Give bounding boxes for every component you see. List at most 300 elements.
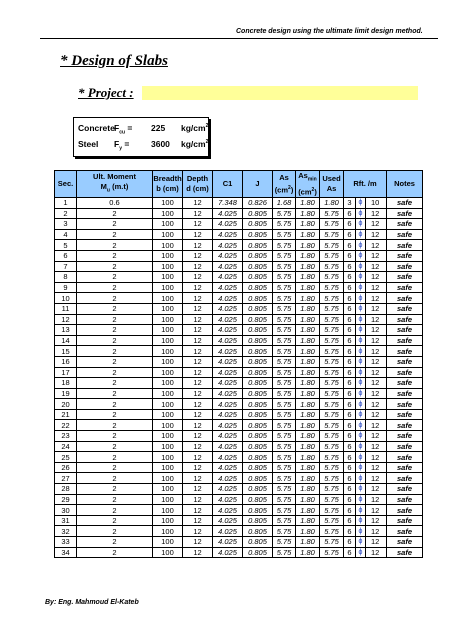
row-asmin: 1.80 — [296, 420, 320, 431]
table-row — [55, 346, 423, 357]
row-moment: 2 — [77, 229, 153, 240]
row-sec: 20 — [55, 399, 77, 410]
row-sec: 18 — [55, 378, 77, 389]
row-depth: 12 — [183, 293, 213, 304]
row-as: 5.75 — [273, 547, 296, 558]
row-used-as: 5.75 — [320, 250, 344, 261]
row-depth: 12 — [183, 515, 213, 526]
row-c1: 4.025 — [213, 378, 243, 389]
row-note: safe — [387, 282, 423, 293]
row-j: 0.805 — [243, 409, 273, 420]
row-as: 5.75 — [273, 356, 296, 367]
row-asmin: 1.80 — [296, 219, 320, 230]
row-used-as: 5.75 — [320, 208, 344, 219]
row-bar-count: 3 — [344, 198, 356, 209]
row-as: 5.75 — [273, 335, 296, 346]
row-used-as: 5.75 — [320, 452, 344, 463]
row-j: 0.826 — [243, 198, 273, 209]
table-row — [55, 547, 423, 558]
row-j: 0.805 — [243, 462, 273, 473]
row-breadth: 100 — [153, 240, 183, 251]
row-sec: 23 — [55, 431, 77, 442]
row-moment: 2 — [77, 462, 153, 473]
row-sec: 2 — [55, 208, 77, 219]
row-breadth: 100 — [153, 399, 183, 410]
row-j: 0.805 — [243, 452, 273, 463]
row-breadth: 100 — [153, 526, 183, 537]
row-used-as: 5.75 — [320, 526, 344, 537]
row-as: 5.75 — [273, 208, 296, 219]
row-as: 5.75 — [273, 473, 296, 484]
row-moment: 2 — [77, 261, 153, 272]
row-sec: 15 — [55, 346, 77, 357]
table-row — [55, 250, 423, 261]
row-c1: 7.348 — [213, 198, 243, 209]
row-phi-symbol: ϕ — [356, 325, 366, 336]
row-depth: 12 — [183, 431, 213, 442]
table-row — [55, 462, 423, 473]
row-phi-symbol: ϕ — [356, 335, 366, 346]
row-bar-diameter: 12 — [366, 346, 387, 357]
row-breadth: 100 — [153, 409, 183, 420]
row-bar-count: 6 — [344, 208, 356, 219]
row-j: 0.805 — [243, 325, 273, 336]
row-bar-diameter: 12 — [366, 505, 387, 516]
row-bar-count: 6 — [344, 420, 356, 431]
row-breadth: 100 — [153, 388, 183, 399]
row-breadth: 100 — [153, 420, 183, 431]
row-breadth: 100 — [153, 272, 183, 283]
row-bar-count: 6 — [344, 441, 356, 452]
row-breadth: 100 — [153, 208, 183, 219]
row-bar-diameter: 10 — [366, 198, 387, 209]
row-as: 5.75 — [273, 537, 296, 548]
row-moment: 2 — [77, 452, 153, 463]
row-bar-diameter: 12 — [366, 293, 387, 304]
table-row — [55, 537, 423, 548]
row-j: 0.805 — [243, 505, 273, 516]
row-bar-diameter: 12 — [366, 547, 387, 558]
row-depth: 12 — [183, 219, 213, 230]
project-input[interactable] — [142, 86, 418, 100]
row-phi-symbol: ϕ — [356, 399, 366, 410]
row-bar-diameter: 12 — [366, 282, 387, 293]
row-asmin: 1.80 — [296, 431, 320, 442]
row-bar-diameter: 12 — [366, 526, 387, 537]
row-used-as: 5.75 — [320, 378, 344, 389]
row-breadth: 100 — [153, 282, 183, 293]
row-c1: 4.025 — [213, 537, 243, 548]
row-bar-count: 6 — [344, 452, 356, 463]
concrete-unit: $kg/cm^2$ — [181, 123, 209, 133]
row-phi-symbol: ϕ — [356, 314, 366, 325]
row-j: 0.805 — [243, 282, 273, 293]
row-bar-count: 6 — [344, 282, 356, 293]
table-row — [55, 208, 423, 219]
row-note: safe — [387, 208, 423, 219]
row-moment: 2 — [77, 367, 153, 378]
row-phi-symbol: ϕ — [356, 409, 366, 420]
row-sec: 27 — [55, 473, 77, 484]
row-j: 0.805 — [243, 399, 273, 410]
table-row — [55, 219, 423, 230]
row-moment: 2 — [77, 219, 153, 230]
row-as: 5.75 — [273, 431, 296, 442]
col-asmin: $As_{min}$ $(cm^2)$ — [296, 171, 320, 198]
row-asmin: 1.80 — [296, 250, 320, 261]
row-used-as: 5.75 — [320, 346, 344, 357]
row-used-as: 5.75 — [320, 356, 344, 367]
row-sec: 28 — [55, 484, 77, 495]
row-asmin: 1.80 — [296, 356, 320, 367]
table-row — [55, 420, 423, 431]
row-phi-symbol: ϕ — [356, 484, 366, 495]
row-j: 0.805 — [243, 378, 273, 389]
row-c1: 4.025 — [213, 526, 243, 537]
row-moment: 2 — [77, 208, 153, 219]
row-moment: 2 — [77, 356, 153, 367]
row-breadth: 100 — [153, 219, 183, 230]
col-sec: Sec. — [55, 171, 77, 198]
row-phi-symbol: ϕ — [356, 198, 366, 209]
row-bar-diameter: 12 — [366, 441, 387, 452]
row-c1: 4.025 — [213, 462, 243, 473]
row-depth: 12 — [183, 484, 213, 495]
row-j: 0.805 — [243, 261, 273, 272]
row-used-as: 5.75 — [320, 219, 344, 230]
row-depth: 12 — [183, 356, 213, 367]
row-j: 0.805 — [243, 431, 273, 442]
row-sec: 12 — [55, 314, 77, 325]
row-note: safe — [387, 515, 423, 526]
row-moment: 2 — [77, 303, 153, 314]
row-moment: 2 — [77, 240, 153, 251]
row-asmin: 1.80 — [296, 367, 320, 378]
row-sec: 9 — [55, 282, 77, 293]
row-moment: 2 — [77, 441, 153, 452]
row-note: safe — [387, 240, 423, 251]
row-bar-diameter: 12 — [366, 367, 387, 378]
row-used-as: 5.75 — [320, 303, 344, 314]
row-as: 5.75 — [273, 219, 296, 230]
row-as: 1.68 — [273, 198, 296, 209]
row-note: safe — [387, 219, 423, 230]
row-c1: 4.025 — [213, 356, 243, 367]
row-bar-diameter: 12 — [366, 431, 387, 442]
row-breadth: 100 — [153, 367, 183, 378]
row-sec: 1 — [55, 198, 77, 209]
row-bar-count: 6 — [344, 515, 356, 526]
row-asmin: 1.80 — [296, 293, 320, 304]
row-bar-count: 6 — [344, 303, 356, 314]
row-asmin: 1.80 — [296, 346, 320, 357]
slab-design-table — [54, 170, 423, 558]
row-note: safe — [387, 356, 423, 367]
row-depth: 12 — [183, 208, 213, 219]
row-c1: 4.025 — [213, 229, 243, 240]
col-breadth: Breadth b (cm) — [153, 171, 183, 198]
steel-label: Steel — [78, 139, 99, 149]
row-moment: 2 — [77, 537, 153, 548]
row-sec: 14 — [55, 335, 77, 346]
table-row — [55, 431, 423, 442]
row-moment: 2 — [77, 399, 153, 410]
row-bar-count: 6 — [344, 367, 356, 378]
row-moment: 2 — [77, 250, 153, 261]
row-depth: 12 — [183, 473, 213, 484]
row-breadth: 100 — [153, 537, 183, 548]
row-used-as: 5.75 — [320, 494, 344, 505]
row-bar-diameter: 12 — [366, 462, 387, 473]
row-used-as: 5.75 — [320, 314, 344, 325]
row-c1: 4.025 — [213, 293, 243, 304]
row-as: 5.75 — [273, 505, 296, 516]
row-bar-diameter: 12 — [366, 229, 387, 240]
row-used-as: 5.75 — [320, 547, 344, 558]
row-asmin: 1.80 — [296, 240, 320, 251]
col-used-as: Used As — [320, 171, 344, 198]
header-rule — [40, 38, 438, 39]
row-depth: 12 — [183, 420, 213, 431]
row-c1: 4.025 — [213, 208, 243, 219]
row-sec: 11 — [55, 303, 77, 314]
row-phi-symbol: ϕ — [356, 250, 366, 261]
row-c1: 4.025 — [213, 282, 243, 293]
table-header-row — [55, 171, 423, 198]
table-row — [55, 388, 423, 399]
table-row — [55, 473, 423, 484]
row-depth: 12 — [183, 272, 213, 283]
row-phi-symbol: ϕ — [356, 261, 366, 272]
row-asmin: 1.80 — [296, 537, 320, 548]
row-phi-symbol: ϕ — [356, 420, 366, 431]
row-breadth: 100 — [153, 547, 183, 558]
row-j: 0.805 — [243, 537, 273, 548]
table-row — [55, 378, 423, 389]
row-asmin: 1.80 — [296, 484, 320, 495]
row-c1: 4.025 — [213, 441, 243, 452]
row-j: 0.805 — [243, 420, 273, 431]
concrete-value[interactable]: 225 — [151, 123, 166, 133]
row-used-as: 5.75 — [320, 515, 344, 526]
row-sec: 29 — [55, 494, 77, 505]
row-bar-diameter: 12 — [366, 208, 387, 219]
table-row — [55, 282, 423, 293]
row-depth: 12 — [183, 240, 213, 251]
row-c1: 4.025 — [213, 547, 243, 558]
materials-box — [73, 117, 209, 157]
row-phi-symbol: ϕ — [356, 431, 366, 442]
row-bar-count: 6 — [344, 473, 356, 484]
row-sec: 34 — [55, 547, 77, 558]
row-j: 0.805 — [243, 346, 273, 357]
row-phi-symbol: ϕ — [356, 505, 366, 516]
row-asmin: 1.80 — [296, 409, 320, 420]
row-used-as: 5.75 — [320, 282, 344, 293]
row-bar-count: 6 — [344, 325, 356, 336]
row-breadth: 100 — [153, 198, 183, 209]
row-sec: 24 — [55, 441, 77, 452]
row-as: 5.75 — [273, 261, 296, 272]
row-moment: 2 — [77, 409, 153, 420]
col-moment: Ult. Moment $M_u$ (m.t) — [77, 171, 153, 198]
row-note: safe — [387, 388, 423, 399]
row-c1: 4.025 — [213, 303, 243, 314]
row-note: safe — [387, 452, 423, 463]
row-moment: 2 — [77, 314, 153, 325]
row-sec: 13 — [55, 325, 77, 336]
row-phi-symbol: ϕ — [356, 229, 366, 240]
row-note: safe — [387, 229, 423, 240]
row-depth: 12 — [183, 537, 213, 548]
row-bar-diameter: 12 — [366, 219, 387, 230]
row-depth: 12 — [183, 452, 213, 463]
row-j: 0.805 — [243, 494, 273, 505]
row-breadth: 100 — [153, 452, 183, 463]
row-phi-symbol: ϕ — [356, 515, 366, 526]
row-depth: 12 — [183, 441, 213, 452]
row-sec: 32 — [55, 526, 77, 537]
row-as: 5.75 — [273, 282, 296, 293]
row-sec: 21 — [55, 409, 77, 420]
row-moment: 2 — [77, 484, 153, 495]
row-moment: 0.6 — [77, 198, 153, 209]
row-phi-symbol: ϕ — [356, 303, 366, 314]
row-used-as: 5.75 — [320, 462, 344, 473]
row-c1: 4.025 — [213, 261, 243, 272]
row-moment: 2 — [77, 526, 153, 537]
row-sec: 19 — [55, 388, 77, 399]
row-sec: 17 — [55, 367, 77, 378]
table-row — [55, 452, 423, 463]
row-moment: 2 — [77, 272, 153, 283]
row-bar-diameter: 12 — [366, 484, 387, 495]
row-bar-count: 6 — [344, 293, 356, 304]
row-j: 0.805 — [243, 240, 273, 251]
row-breadth: 100 — [153, 494, 183, 505]
table-row — [55, 240, 423, 251]
row-used-as: 5.75 — [320, 431, 344, 442]
row-asmin: 1.80 — [296, 314, 320, 325]
row-c1: 4.025 — [213, 250, 243, 261]
row-bar-count: 6 — [344, 399, 356, 410]
row-asmin: 1.80 — [296, 261, 320, 272]
row-note: safe — [387, 261, 423, 272]
row-breadth: 100 — [153, 462, 183, 473]
table-row — [55, 335, 423, 346]
row-depth: 12 — [183, 250, 213, 261]
row-bar-count: 6 — [344, 261, 356, 272]
row-phi-symbol: ϕ — [356, 272, 366, 283]
row-as: 5.75 — [273, 388, 296, 399]
row-asmin: 1.80 — [296, 505, 320, 516]
row-breadth: 100 — [153, 378, 183, 389]
row-breadth: 100 — [153, 356, 183, 367]
row-bar-count: 6 — [344, 219, 356, 230]
row-bar-count: 6 — [344, 537, 356, 548]
row-sec: 6 — [55, 250, 77, 261]
row-sec: 10 — [55, 293, 77, 304]
row-used-as: 5.75 — [320, 409, 344, 420]
row-j: 0.805 — [243, 367, 273, 378]
row-depth: 12 — [183, 229, 213, 240]
row-as: 5.75 — [273, 526, 296, 537]
row-note: safe — [387, 473, 423, 484]
row-asmin: 1.80 — [296, 473, 320, 484]
row-phi-symbol: ϕ — [356, 208, 366, 219]
col-notes: Notes — [387, 171, 423, 198]
table-row — [55, 261, 423, 272]
row-breadth: 100 — [153, 473, 183, 484]
row-moment: 2 — [77, 378, 153, 389]
table-row — [55, 367, 423, 378]
row-note: safe — [387, 441, 423, 452]
row-bar-count: 6 — [344, 378, 356, 389]
row-breadth: 100 — [153, 314, 183, 325]
row-j: 0.805 — [243, 250, 273, 261]
row-asmin: 1.80 — [296, 208, 320, 219]
row-depth: 12 — [183, 198, 213, 209]
row-phi-symbol: ϕ — [356, 537, 366, 548]
row-j: 0.805 — [243, 208, 273, 219]
row-note: safe — [387, 431, 423, 442]
row-bar-diameter: 12 — [366, 537, 387, 548]
row-depth: 12 — [183, 547, 213, 558]
table-row — [55, 399, 423, 410]
row-j: 0.805 — [243, 303, 273, 314]
row-bar-diameter: 12 — [366, 473, 387, 484]
row-bar-count: 6 — [344, 409, 356, 420]
row-phi-symbol: ϕ — [356, 219, 366, 230]
table-row — [55, 494, 423, 505]
row-c1: 4.025 — [213, 452, 243, 463]
row-breadth: 100 — [153, 293, 183, 304]
row-depth: 12 — [183, 325, 213, 336]
col-depth: Depth d (cm) — [183, 171, 213, 198]
table-row — [55, 515, 423, 526]
row-depth: 12 — [183, 367, 213, 378]
row-depth: 12 — [183, 346, 213, 357]
row-j: 0.805 — [243, 473, 273, 484]
row-bar-diameter: 12 — [366, 272, 387, 283]
row-asmin: 1.80 — [296, 272, 320, 283]
row-asmin: 1.80 — [296, 198, 320, 209]
steel-unit: $kg/cm^2$ — [181, 139, 209, 149]
col-c1: C1 — [213, 171, 243, 198]
row-note: safe — [387, 303, 423, 314]
row-bar-count: 6 — [344, 431, 356, 442]
row-bar-count: 6 — [344, 346, 356, 357]
row-sec: 33 — [55, 537, 77, 548]
row-note: safe — [387, 378, 423, 389]
row-as: 5.75 — [273, 367, 296, 378]
row-note: safe — [387, 494, 423, 505]
row-depth: 12 — [183, 494, 213, 505]
row-as: 5.75 — [273, 378, 296, 389]
row-note: safe — [387, 346, 423, 357]
row-j: 0.805 — [243, 441, 273, 452]
table-row — [55, 314, 423, 325]
row-asmin: 1.80 — [296, 462, 320, 473]
row-note: safe — [387, 314, 423, 325]
row-used-as: 5.75 — [320, 229, 344, 240]
row-note: safe — [387, 409, 423, 420]
steel-value[interactable]: 3600 — [151, 139, 170, 149]
row-depth: 12 — [183, 303, 213, 314]
row-used-as: 5.75 — [320, 399, 344, 410]
row-bar-diameter: 12 — [366, 314, 387, 325]
row-depth: 12 — [183, 526, 213, 537]
